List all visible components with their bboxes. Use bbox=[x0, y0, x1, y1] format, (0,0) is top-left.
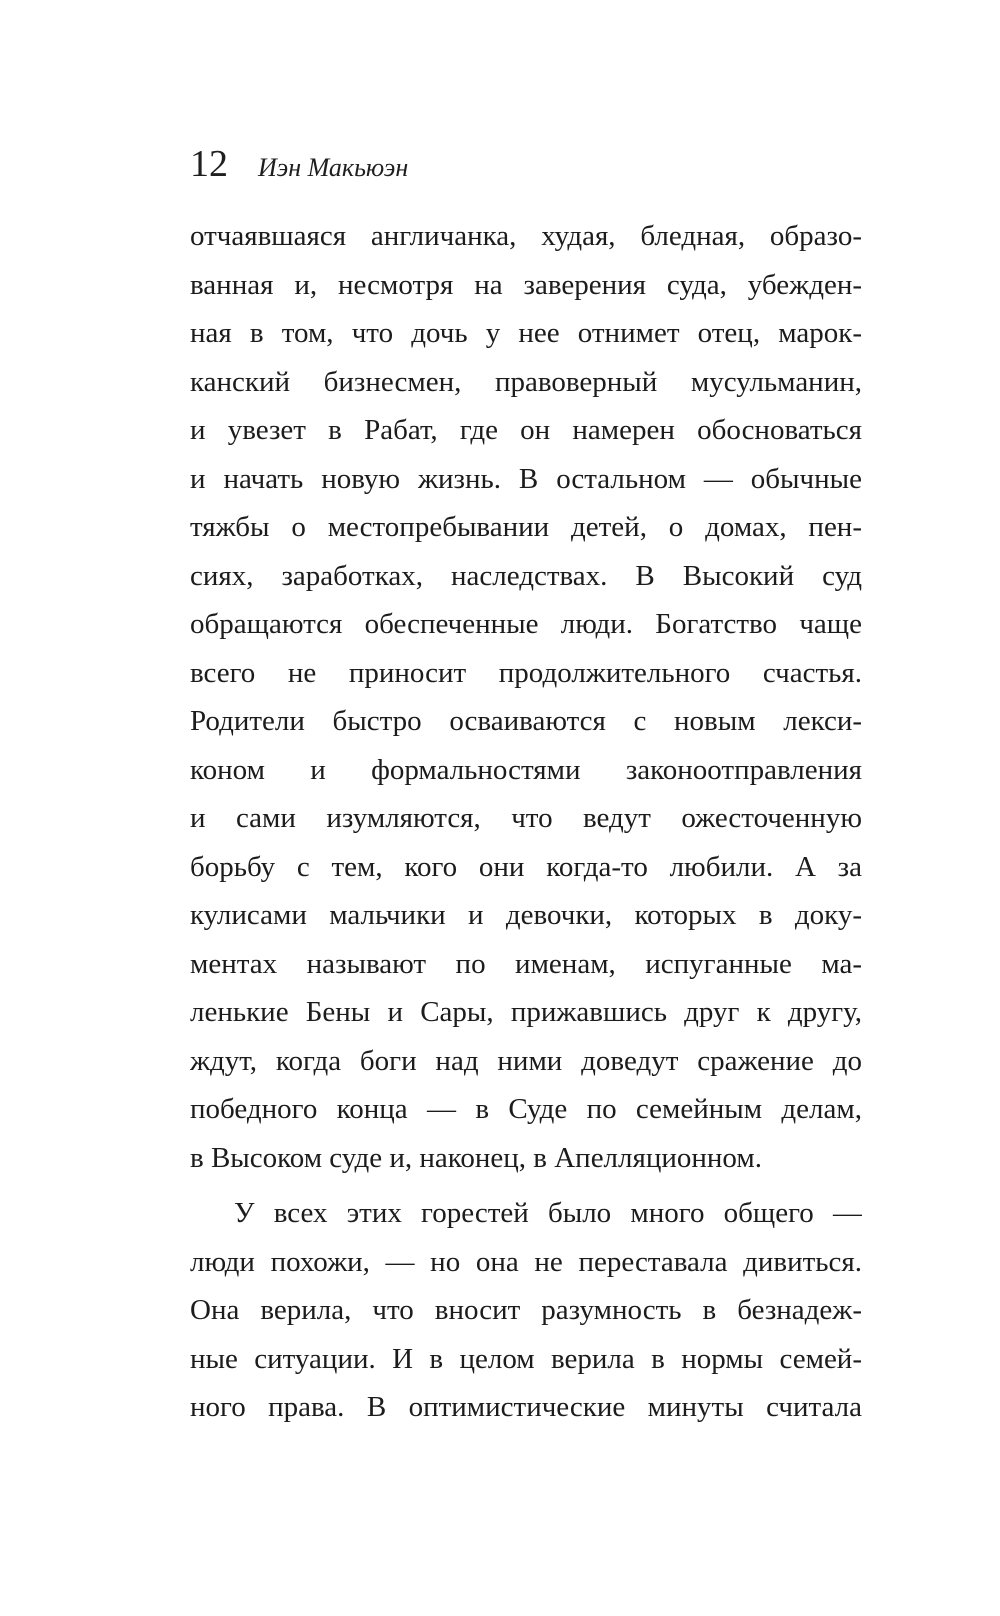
text-line: и увезет в Рабат, где он намерен обосноваться bbox=[190, 414, 862, 446]
paragraph-1 bbox=[190, 212, 862, 1182]
text-line: ного права. В оптимистические минуты считала bbox=[190, 1391, 862, 1423]
text-line: тяжбы о местопребывании детей, о домах, пен- bbox=[190, 511, 862, 543]
text-line: обращаются обеспеченные люди. Богатство чаще bbox=[190, 608, 862, 640]
text-line: коном и формальностями законоотправления bbox=[190, 753, 862, 786]
body-text bbox=[190, 212, 862, 1432]
text-line: ждут, когда боги над ними доведут сражение до bbox=[190, 1044, 862, 1077]
paragraph-2 bbox=[190, 1189, 862, 1432]
text-line: ная в том, что дочь у нее отнимет отец, марок- bbox=[190, 317, 862, 349]
text-line: кулисами мальчики и девочки, которых в доку- bbox=[190, 899, 862, 931]
text-line: ментах называют по именам, испуганные ма- bbox=[190, 947, 862, 980]
text-line: Она верила, что вносит разумность в безнадеж- bbox=[190, 1294, 862, 1326]
text-line: ванная и, несмотря на заверения суда, убежден- bbox=[190, 268, 862, 301]
text-line: ные ситуации. И в целом верила в нормы семей- bbox=[190, 1342, 862, 1375]
running-head bbox=[190, 142, 408, 192]
text-line: и начать новую жизнь. В остальном — обычные bbox=[190, 462, 862, 495]
text-line: сиях, заработках, наследствах. В Высокий суд bbox=[190, 559, 862, 592]
text-line: борьбу с тем, кого они когда-то любили. А за bbox=[190, 850, 862, 883]
text-line: ленькие Бены и Сары, прижавшись друг к другу, bbox=[190, 996, 862, 1028]
text-line: У всех этих горестей было много общего — bbox=[234, 1197, 862, 1229]
text-line: люди похожи, — но она не переставала дивиться. bbox=[190, 1245, 862, 1278]
author-name: Иэн Макьюэн bbox=[258, 153, 409, 182]
text-line: Родители быстро осваиваются с новым лекси- bbox=[190, 705, 862, 737]
text-line: и сами изумляются, что ведут ожесточенную bbox=[190, 802, 862, 834]
text-line: отчаявшаяся англичанка, худая, бледная, образо- bbox=[190, 220, 862, 252]
page-number: 12 bbox=[190, 143, 228, 185]
text-line: в Высоком суде и, наконец, в Апелляционном. bbox=[190, 1141, 762, 1174]
text-line: канский бизнесмен, правоверный мусульманин, bbox=[190, 365, 862, 398]
text-line: всего не приносит продолжительного счастья. bbox=[190, 656, 862, 689]
text-line: победного конца — в Суде по семейным делам, bbox=[190, 1093, 862, 1125]
